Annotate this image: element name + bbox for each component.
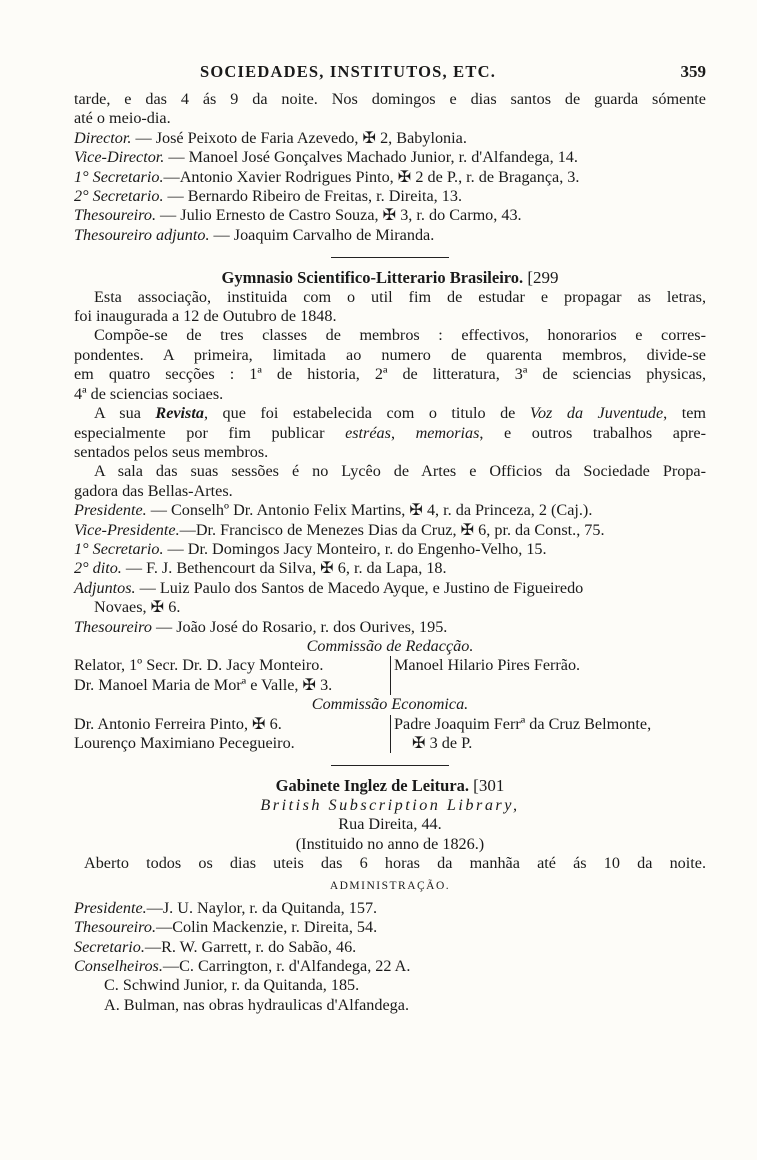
text-run: , tem xyxy=(663,404,706,423)
officer-line xyxy=(74,168,706,187)
officer-text: — Julio Ernesto de Castro Souza, ✠ 3, r. do Carmo, 43. xyxy=(156,206,522,225)
officer-text: — Conselhº Dr. Antonio Felix Martins, ✠ 4, r. da Princeza, 2 (Caj.). xyxy=(146,501,593,520)
officer-text: — F. J. Bethencourt da Silva, ✠ 6, r. da Lapa, 18. xyxy=(121,559,447,578)
text-line: Compõe-se de tres classes de membros : effectivos, honorarios e corres- xyxy=(94,326,706,345)
gabinete-section xyxy=(74,776,706,1015)
text-line: 4ª de sciencias sociaes. xyxy=(74,384,224,403)
text-run: , que foi estabelecida com o titulo de xyxy=(203,404,530,423)
subtitle: British Subscription Library, xyxy=(260,795,520,814)
officer-text: — João José do Rosario, r. dos Ourives, 195. xyxy=(151,617,448,636)
role-label: Thesoureiro. xyxy=(74,918,156,937)
officer-text: —R. W. Garrett, r. do Sabão, 46. xyxy=(144,937,357,956)
officer-line xyxy=(74,579,706,598)
commission-title: Commissão Economica. xyxy=(311,695,469,714)
commission-right xyxy=(390,715,651,754)
section-title-text: Gabinete Inglez de Leitura. xyxy=(275,776,470,796)
member-line: Padre Joaquim Ferrª da Cruz Belmonte, xyxy=(394,714,652,733)
text-line: em quatro secções : 1ª de historia, 2ª de litteratura, 3ª de sciencias physicas, xyxy=(74,365,706,384)
officer-text: —C. Carrington, r. d'Alfandega, 22 A. xyxy=(162,957,411,976)
officer-text: — Manoel José Gonçalves Machado Junior, r. d'Alfandega, 14. xyxy=(164,148,578,167)
page xyxy=(74,62,706,1015)
officer-text: —Antonio Xavier Rodrigues Pinto, ✠ 2 de P., r. de Bragança, 3. xyxy=(163,167,580,186)
running-title: SOCIEDADES, INSTITUTOS, ETC. xyxy=(200,62,497,81)
section-ref: [301 xyxy=(473,776,505,796)
role-label: Vice-Director. xyxy=(74,148,165,167)
commission-right xyxy=(390,656,580,695)
officer-text: —Dr. Francisco de Menezes Dias da Cruz, ✠ 6, pr. da Const., 75. xyxy=(179,520,605,539)
officer-line xyxy=(74,187,706,206)
founded: (Instituido no anno de 1826.) xyxy=(295,834,485,853)
member-line: Lourenço Maximiano Pecegueiro. xyxy=(74,734,295,752)
section-ref: [299 xyxy=(527,268,559,288)
officer-line xyxy=(74,521,706,540)
officer-line xyxy=(74,501,706,520)
commission-redaccao xyxy=(74,656,706,695)
officer-text: —Colin Mackenzie, r. Direita, 54. xyxy=(156,918,378,937)
section-title-text: Gymnasio Scientifico-Litterario Brasileiro. xyxy=(221,268,524,288)
officer-text: — Bernardo Ribeiro de Freitas, r. Direita, 13. xyxy=(163,187,462,206)
text-line: tarde, e das 4 ás 9 da noite. Nos domingos e dias santos de guarda sómente xyxy=(74,90,706,108)
commission-title: Commissão de Redacção. xyxy=(306,636,474,655)
role-label: Thesoureiro xyxy=(74,617,152,636)
officer-line xyxy=(74,918,706,937)
role-label: 1° Secretario. xyxy=(74,167,164,186)
role-label: Thesoureiro adjunto. xyxy=(74,225,210,244)
officer-text: — Dr. Domingos Jacy Monteiro, r. do Engenho-Velho, 15. xyxy=(163,539,547,558)
text-line: sentados pelos seus membros. xyxy=(74,442,269,461)
role-label: Presidente. xyxy=(74,898,147,917)
role-label: Adjuntos. xyxy=(74,578,136,597)
opening-hours: Aberto todos os dias uteis das 6 horas da manhãa até ás 10 da noite. xyxy=(84,854,706,873)
text-run: especialmente por fim publicar xyxy=(74,423,346,442)
text-run: , e outros trabalhos apre- xyxy=(479,423,707,442)
role-label: Conselheiros. xyxy=(74,957,163,976)
text-run: estréas xyxy=(345,423,391,442)
officer-text: —J. U. Naylor, r. da Quitanda, 157. xyxy=(146,898,378,917)
role-label: 1° Secretario. xyxy=(74,539,164,558)
commission-left xyxy=(74,656,390,695)
officer-line xyxy=(74,957,706,976)
section-title xyxy=(74,776,706,795)
officer-line xyxy=(74,540,706,559)
member-line: Dr. Antonio Ferreira Pinto, ✠ 6. xyxy=(74,714,282,733)
officer-line xyxy=(74,148,706,167)
role-label: 2° Secretario. xyxy=(74,187,164,206)
text-line: Esta associação, instituida com o util fim de estudar e propagar as letras, xyxy=(94,287,706,306)
text-line: C. Schwind Junior, r. da Quitanda, 185. xyxy=(104,976,360,995)
text-line xyxy=(74,424,706,443)
text-run: , xyxy=(390,423,416,442)
gymnasio-section xyxy=(74,268,706,753)
text-run: memorias xyxy=(415,423,480,442)
section-divider xyxy=(331,765,449,766)
commission-left xyxy=(74,715,390,754)
text-run: A sua xyxy=(94,404,156,423)
role-label: Secretario. xyxy=(74,937,145,956)
page-header xyxy=(74,62,706,90)
address: Rua Direita, 44. xyxy=(338,815,442,834)
member-line: Relator, 1º Secr. Dr. D. Jacy Monteiro. xyxy=(74,656,324,675)
commission-economica xyxy=(74,715,706,754)
revista-title: Revista xyxy=(155,404,204,423)
officer-text: — Joaquim Carvalho de Miranda. xyxy=(209,225,435,244)
intro-block xyxy=(74,90,706,245)
officer-line xyxy=(74,618,706,637)
section-title xyxy=(74,268,706,287)
role-label: Vice-Presidente. xyxy=(74,520,180,539)
officer-text: — José Peixoto de Faria Azevedo, ✠ 2, Babylonia. xyxy=(131,128,467,147)
member-line: ✠ 3 de P. xyxy=(412,734,473,752)
text-line: pondentes. A primeira, limitada ao numero de quarenta membros, divide-se xyxy=(74,345,706,364)
officer-line xyxy=(74,226,706,245)
text-line: A sala das suas sessões é no Lycêo de Artes e Officios da Sociedade Propa- xyxy=(94,462,706,481)
role-label: Director. xyxy=(74,128,132,147)
role-label: Presidente. xyxy=(74,501,147,520)
officer-line xyxy=(74,559,706,578)
officer-line xyxy=(74,899,706,918)
text-line: A. Bulman, nas obras hydraulicas d'Alfandega. xyxy=(104,995,410,1014)
voz-title: Voz da Juventude xyxy=(529,404,664,423)
text-line: foi inaugurada a 12 de Outubro de 1848. xyxy=(74,307,337,326)
text-line: Novaes, ✠ 6. xyxy=(94,598,181,617)
officer-line xyxy=(74,129,706,148)
role-label: Thesoureiro. xyxy=(74,206,156,225)
member-line: Manoel Hilario Pires Ferrão. xyxy=(394,656,581,675)
member-line: Dr. Manoel Maria de Morª e Valle, ✠ 3. xyxy=(74,675,333,694)
role-label: 2° dito. xyxy=(74,559,122,578)
page-number: 359 xyxy=(680,62,706,81)
admin-label: ADMINISTRAÇÃO. xyxy=(329,880,451,893)
text-line xyxy=(74,404,706,423)
text-line: gadora das Bellas-Artes. xyxy=(74,481,233,500)
section-divider xyxy=(331,257,449,258)
officer-line xyxy=(74,938,706,957)
member-line xyxy=(394,676,580,695)
text-line: até o meio-dia. xyxy=(74,109,171,128)
officer-line xyxy=(74,206,706,225)
officer-text: — Luiz Paulo dos Santos de Macedo Ayque, e Justino de Figueiredo xyxy=(135,578,584,597)
